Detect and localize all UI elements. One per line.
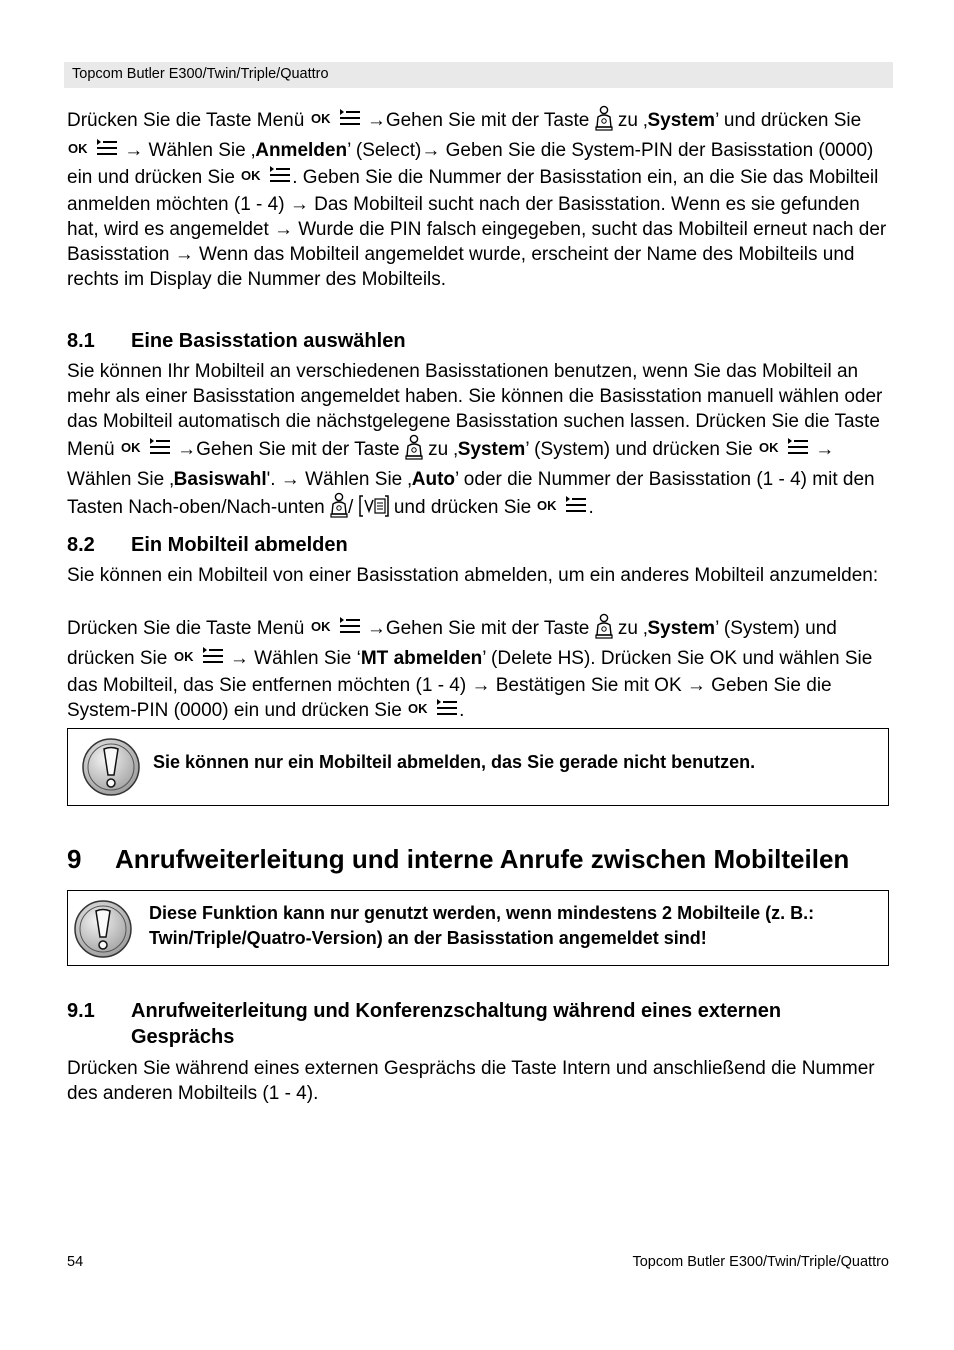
menu-term: MT abmelden xyxy=(360,648,483,669)
svg-text:OK: OK xyxy=(310,619,331,634)
ok-menu-key-icon xyxy=(173,646,225,673)
section-8-2-steps xyxy=(67,613,889,725)
svg-text:OK: OK xyxy=(173,649,194,664)
ok-menu-key-icon xyxy=(310,108,362,135)
menu-term: System xyxy=(457,439,526,460)
person-key-icon xyxy=(595,105,613,138)
text-run: / xyxy=(348,497,359,518)
note-box xyxy=(67,890,889,966)
ok-menu-key-icon xyxy=(67,138,119,165)
section-title: Eine Basisstation auswählen xyxy=(131,330,406,352)
text-run: '. → Wählen Sie ‚ xyxy=(266,469,412,490)
section-number: 8.1 xyxy=(67,330,95,352)
svg-text:OK: OK xyxy=(408,701,428,716)
svg-text:OK: OK xyxy=(759,440,779,455)
text-run: . Geben Sie die Nummer der Basisstation ein, an die Sie das Mobilteil anmelden möchten (1 - 4) → Das Mobilteil sucht nach der Basisstation. Wenn es sie gefunden hat, wird es angemeldet → Wurde die PIN falsch eingegeben, sucht das Mobilteil erneut nach der Basisstation → Wenn das Mobilteil angemeldet wurde, erscheint der Name des Mobilteils und rechts im Display die Nummer des Mobilteils. xyxy=(67,167,887,290)
person-key-icon xyxy=(595,613,613,646)
section-8-2-intro xyxy=(67,563,889,588)
svg-text:OK: OK xyxy=(537,498,557,513)
text-run: ’ und drücken Sie xyxy=(715,110,862,131)
person-key-icon xyxy=(330,492,348,525)
page-number: 54 xyxy=(67,1254,84,1270)
text-run: →Gehen Sie mit der Taste xyxy=(361,618,595,639)
text-run: Drücken Sie während eines externen Gesprächs die Taste Intern und anschließend die Nummer des anderen Mobilteils (1 - 4). xyxy=(67,1058,875,1104)
text-run: →Gehen Sie mit der Taste xyxy=(171,439,405,460)
menu-term: Anmelden xyxy=(255,140,348,161)
ok-menu-key-icon xyxy=(120,437,172,464)
text-run: ’ (Select)→ Geben Sie die System-PIN der Basisstation (0000) ein und drücken Sie xyxy=(67,140,874,188)
svg-text:OK: OK xyxy=(310,111,331,126)
ok-menu-key-icon xyxy=(240,165,292,192)
section-number: 8.2 xyxy=(67,534,95,556)
text-run: → Wählen Sie ‚ xyxy=(67,439,835,490)
section-title: Anrufweiterleitung und Konferenzschaltung während eines externen Gesprächs xyxy=(131,1000,782,1048)
text-run: und drücken Sie xyxy=(388,497,537,518)
section-number: 9.1 xyxy=(67,1000,95,1022)
text-run: →Gehen Sie mit der Taste xyxy=(361,110,595,131)
header-title: Topcom Butler E300/Twin/Triple/Quattro xyxy=(72,66,329,82)
svg-text:OK: OK xyxy=(120,440,141,455)
text-run: ’ (System) und drücken Sie xyxy=(67,618,837,669)
ok-menu-key-icon xyxy=(407,698,459,725)
intro-paragraph xyxy=(67,105,889,292)
ok-menu-key-icon xyxy=(758,437,810,464)
section-heading-9-1 xyxy=(67,998,889,1050)
menu-term: Basiswahl xyxy=(173,469,267,490)
text-run: zu ‚ xyxy=(422,439,458,460)
person-key-icon xyxy=(405,434,423,467)
section-title: Ein Mobilteil abmelden xyxy=(131,534,348,556)
chapter-heading-9 xyxy=(67,843,849,875)
note-text: Sie können nur ein Mobilteil abmelden, das Sie gerade nicht benutzen. xyxy=(153,752,756,772)
text-run: . xyxy=(459,700,465,721)
text-run: Sie können Ihr Mobilteil an verschiedenen Basisstationen benutzen, wenn Sie das Mobilteil an mehr als einer Basisstation angemeldet haben. Sie können die Basisstation manuell wählen oder das Mobilteil automatisch die nächstgelegene Basisstation suchen lassen. Drücken Sie die Taste Menü xyxy=(67,361,883,460)
text-run: zu ‚ xyxy=(612,110,648,131)
menu-term: System xyxy=(647,110,716,131)
text-run: zu ‚ xyxy=(612,618,648,639)
menu-term: System xyxy=(647,618,716,639)
text-run: ’ (Delete HS). Drücken Sie OK und wählen Sie das Mobilteil, das Sie entfernen möchten (1 - 4) → Bestätigen Sie mit OK → Geben Sie die System-PIN (0000) ein und drücken Sie xyxy=(67,648,873,721)
text-run: Drücken Sie die Taste Menü xyxy=(67,110,310,131)
section-8-1-paragraph xyxy=(67,359,889,525)
menu-term: Auto xyxy=(411,469,456,490)
exclamation-note-icon xyxy=(81,737,141,802)
phonebook-key-icon xyxy=(359,495,389,524)
page-header xyxy=(64,62,893,88)
ok-menu-key-icon xyxy=(310,616,362,643)
footer-title: Topcom Butler E300/Twin/Triple/Quattro xyxy=(632,1254,889,1270)
section-heading-8-2 xyxy=(67,532,348,558)
section-9-1-paragraph xyxy=(67,1056,889,1106)
text-run: → Wählen Sie ‘ xyxy=(224,648,361,669)
section-heading-8-1 xyxy=(67,328,406,354)
note-box xyxy=(67,728,889,806)
exclamation-note-icon xyxy=(73,899,133,964)
svg-text:OK: OK xyxy=(68,141,88,156)
chapter-number: 9 xyxy=(67,844,82,874)
text-run: Sie können ein Mobilteil von einer Basisstation abmelden, um ein anderes Mobilteil anzumelden: xyxy=(67,565,879,586)
text-run: . xyxy=(588,497,594,518)
text-run: ’ (System) und drücken Sie xyxy=(525,439,758,460)
text-run: Drücken Sie die Taste Menü xyxy=(67,618,310,639)
svg-text:OK: OK xyxy=(241,168,261,183)
ok-menu-key-icon xyxy=(536,495,588,522)
text-run: → Wählen Sie ‚ xyxy=(119,140,256,161)
chapter-title: Anrufweiterleitung und interne Anrufe zwischen Mobilteilen xyxy=(115,844,850,874)
text-run: ’ oder die Nummer der Basisstation (1 - 4) mit den Tasten Nach-oben/Nach-unten xyxy=(67,469,875,518)
note-text: Diese Funktion kann nur genutzt werden, wenn mindestens 2 Mobilteile (z. B.: Twin/Triple/Quatro-Version) an der Basisstation angemeldet sind! xyxy=(149,903,815,948)
